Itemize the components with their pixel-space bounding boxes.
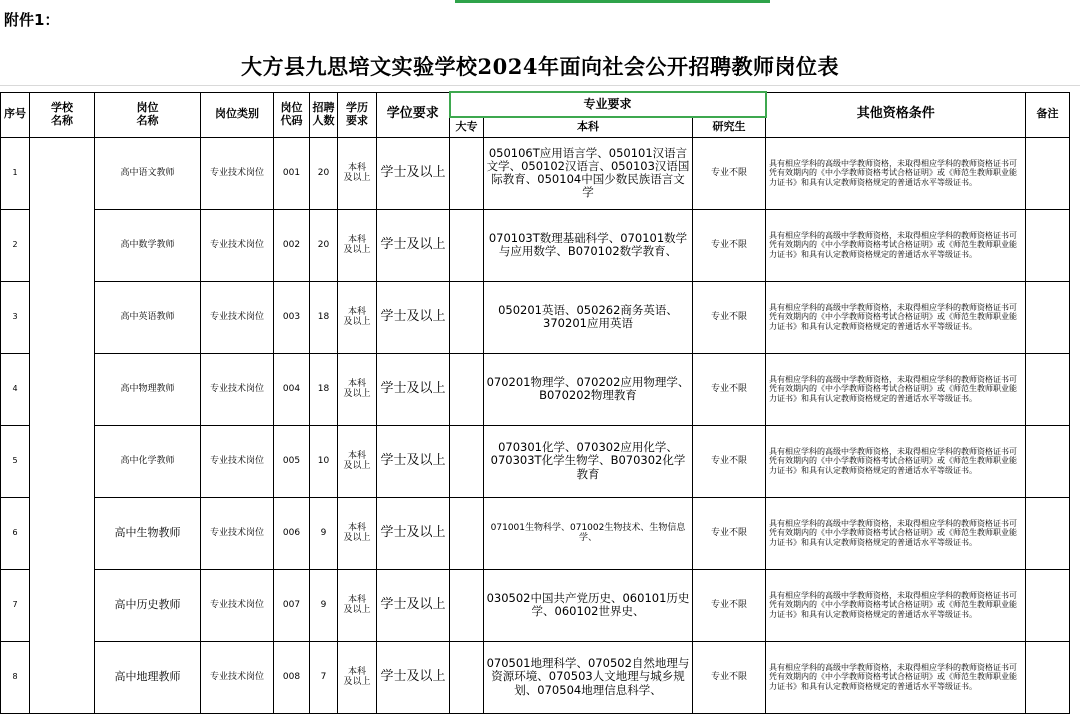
cell-other: 具有相应学科的高级中学教师资格，未取得相应学科的教师资格证书可凭有效期内的《中小学教师资格考试合格证明》或《师范生教师职业能力证书》和具有认定教师资格规定的普通话水平等级证书。 bbox=[766, 353, 1026, 425]
header-edu: 学历 要求 bbox=[338, 92, 377, 137]
cell-bachelor: 070103T数理基础科学、070101数学与应用数学、B070102数学教育、 bbox=[484, 209, 693, 281]
header-junior: 大专 bbox=[450, 117, 484, 137]
cell-degree: 学士及以上 bbox=[377, 497, 450, 569]
cell-grad: 专业不限 bbox=[693, 209, 766, 281]
table-row bbox=[1, 425, 1070, 497]
table-row bbox=[1, 137, 1070, 209]
header-post-code: 岗位 代码 bbox=[274, 92, 310, 137]
cell-note bbox=[1026, 137, 1070, 209]
cell-other: 具有相应学科的高级中学教师资格，未取得相应学科的教师资格证书可凭有效期内的《中小学教师资格考试合格证明》或《师范生教师职业能力证书》和具有认定教师资格规定的普通话水平等级证书。 bbox=[766, 569, 1026, 641]
cell-edu: 本科 及以上 bbox=[338, 209, 377, 281]
cell-other: 具有相应学科的高级中学教师资格，未取得相应学科的教师资格证书可凭有效期内的《中小学教师资格考试合格证明》或《师范生教师职业能力证书》和具有认定教师资格规定的普通话水平等级证书。 bbox=[766, 425, 1026, 497]
cell-bachelor: 070201物理学、070202应用物理学、B070202物理教育 bbox=[484, 353, 693, 425]
cell-note bbox=[1026, 209, 1070, 281]
header-degree: 学位要求 bbox=[377, 92, 450, 137]
cell-bachelor: 050201英语、050262商务英语、370201应用英语 bbox=[484, 281, 693, 353]
cell-edu: 本科 及以上 bbox=[338, 641, 377, 713]
cell-count: 7 bbox=[310, 641, 338, 713]
cell-degree: 学士及以上 bbox=[377, 641, 450, 713]
cell-count: 9 bbox=[310, 497, 338, 569]
cell-post: 高中历史教师 bbox=[95, 569, 201, 641]
cell-other: 具有相应学科的高级中学教师资格，未取得相应学科的教师资格证书可凭有效期内的《中小学教师资格考试合格证明》或《师范生教师职业能力证书》和具有认定教师资格规定的普通话水平等级证书。 bbox=[766, 137, 1026, 209]
page-title: 大方县九思培文实验学校2024年面向社会公开招聘教师岗位表 bbox=[241, 54, 839, 79]
cell-post: 高中生物教师 bbox=[95, 497, 201, 569]
cell-post: 高中物理教师 bbox=[95, 353, 201, 425]
table-row bbox=[1, 209, 1070, 281]
cell-other: 具有相应学科的高级中学教师资格，未取得相应学科的教师资格证书可凭有效期内的《中小学教师资格考试合格证明》或《师范生教师职业能力证书》和具有认定教师资格规定的普通话水平等级证书。 bbox=[766, 209, 1026, 281]
cell-code: 003 bbox=[274, 281, 310, 353]
cell-grad: 专业不限 bbox=[693, 641, 766, 713]
cell-grad: 专业不限 bbox=[693, 353, 766, 425]
table-row bbox=[1, 497, 1070, 569]
cell-note bbox=[1026, 281, 1070, 353]
cell-junior bbox=[450, 137, 484, 209]
cell-junior bbox=[450, 425, 484, 497]
cell-code: 008 bbox=[274, 641, 310, 713]
cell-seq: 8 bbox=[1, 641, 30, 713]
table-row bbox=[1, 641, 1070, 713]
cell-junior bbox=[450, 569, 484, 641]
cell-edu: 本科 及以上 bbox=[338, 425, 377, 497]
cell-seq: 7 bbox=[1, 569, 30, 641]
header-note: 备注 bbox=[1026, 92, 1070, 137]
cell-seq: 1 bbox=[1, 137, 30, 209]
cell-degree: 学士及以上 bbox=[377, 137, 450, 209]
cell-junior bbox=[450, 209, 484, 281]
cell-count: 9 bbox=[310, 569, 338, 641]
cell-post: 高中数学教师 bbox=[95, 209, 201, 281]
divider bbox=[0, 85, 1080, 86]
cell-post: 高中英语教师 bbox=[95, 281, 201, 353]
header-grad: 研究生 bbox=[693, 117, 766, 137]
cell-code: 005 bbox=[274, 425, 310, 497]
cell-edu: 本科 及以上 bbox=[338, 497, 377, 569]
cell-count: 10 bbox=[310, 425, 338, 497]
cell-edu: 本科 及以上 bbox=[338, 281, 377, 353]
cell-bachelor: 071001生物科学、071002生物技术、生物信息学、 bbox=[484, 497, 693, 569]
cell-degree: 学士及以上 bbox=[377, 425, 450, 497]
attachment-label: 附件1： bbox=[4, 11, 60, 29]
cell-edu: 本科 及以上 bbox=[338, 353, 377, 425]
cell-edu: 本科 及以上 bbox=[338, 569, 377, 641]
header-post-type: 岗位类别 bbox=[201, 92, 274, 137]
cell-note bbox=[1026, 425, 1070, 497]
cell-type: 专业技术岗位 bbox=[201, 425, 274, 497]
cell-type: 专业技术岗位 bbox=[201, 641, 274, 713]
cell-other: 具有相应学科的高级中学教师资格，未取得相应学科的教师资格证书可凭有效期内的《中小学教师资格考试合格证明》或《师范生教师职业能力证书》和具有认定教师资格规定的普通话水平等级证书。 bbox=[766, 281, 1026, 353]
cell-seq: 3 bbox=[1, 281, 30, 353]
cell-post: 高中化学教师 bbox=[95, 425, 201, 497]
cell-grad: 专业不限 bbox=[693, 497, 766, 569]
table-row bbox=[1, 353, 1070, 425]
cell-type: 专业技术岗位 bbox=[201, 281, 274, 353]
cell-post: 高中地理教师 bbox=[95, 641, 201, 713]
cell-junior bbox=[450, 353, 484, 425]
cell-type: 专业技术岗位 bbox=[201, 497, 274, 569]
cell-junior bbox=[450, 497, 484, 569]
header-bachelor: 本科 bbox=[484, 117, 693, 137]
cell-type: 专业技术岗位 bbox=[201, 569, 274, 641]
cell-degree: 学士及以上 bbox=[377, 569, 450, 641]
selection-indicator bbox=[455, 0, 770, 3]
cell-junior bbox=[450, 641, 484, 713]
cell-count: 20 bbox=[310, 137, 338, 209]
cell-school bbox=[30, 137, 95, 713]
cell-type: 专业技术岗位 bbox=[201, 353, 274, 425]
cell-junior bbox=[450, 281, 484, 353]
cell-count: 20 bbox=[310, 209, 338, 281]
cell-other: 具有相应学科的高级中学教师资格，未取得相应学科的教师资格证书可凭有效期内的《中小学教师资格考试合格证明》或《师范生教师职业能力证书》和具有认定教师资格规定的普通话水平等级证书。 bbox=[766, 641, 1026, 713]
cell-seq: 2 bbox=[1, 209, 30, 281]
cell-code: 001 bbox=[274, 137, 310, 209]
cell-type: 专业技术岗位 bbox=[201, 209, 274, 281]
cell-bachelor: 070301化学、070302应用化学、070303T化学生物学、B070302化学教育 bbox=[484, 425, 693, 497]
cell-code: 006 bbox=[274, 497, 310, 569]
cell-note bbox=[1026, 497, 1070, 569]
cell-note bbox=[1026, 353, 1070, 425]
cell-type: 专业技术岗位 bbox=[201, 137, 274, 209]
header-count: 招聘 人数 bbox=[310, 92, 338, 137]
cell-note bbox=[1026, 569, 1070, 641]
cell-count: 18 bbox=[310, 281, 338, 353]
cell-bachelor: 070501地理科学、070502自然地理与资源环境、070503人文地理与城乡规划、070504地理信息科学、 bbox=[484, 641, 693, 713]
cell-grad: 专业不限 bbox=[693, 425, 766, 497]
cell-seq: 6 bbox=[1, 497, 30, 569]
recruitment-table bbox=[0, 91, 1070, 714]
cell-bachelor: 050106T应用语言学、050101汉语言文学、050102汉语言、050103汉语国际教育、050104中国少数民族语言文学 bbox=[484, 137, 693, 209]
header-school: 学校 名称 bbox=[30, 92, 95, 137]
header-seq: 序号 bbox=[1, 92, 30, 137]
cell-note bbox=[1026, 641, 1070, 713]
cell-code: 007 bbox=[274, 569, 310, 641]
table-row bbox=[1, 569, 1070, 641]
cell-count: 18 bbox=[310, 353, 338, 425]
cell-bachelor: 030502中国共产党历史、060101历史学、060102世界史、 bbox=[484, 569, 693, 641]
cell-degree: 学士及以上 bbox=[377, 281, 450, 353]
cell-code: 004 bbox=[274, 353, 310, 425]
cell-edu: 本科 及以上 bbox=[338, 137, 377, 209]
cell-grad: 专业不限 bbox=[693, 281, 766, 353]
cell-degree: 学士及以上 bbox=[377, 209, 450, 281]
header-other: 其他资格条件 bbox=[766, 92, 1026, 137]
header-major[interactable]: 专业要求 bbox=[450, 92, 766, 117]
cell-grad: 专业不限 bbox=[693, 569, 766, 641]
table-row bbox=[1, 281, 1070, 353]
cell-grad: 专业不限 bbox=[693, 137, 766, 209]
cell-code: 002 bbox=[274, 209, 310, 281]
cell-degree: 学士及以上 bbox=[377, 353, 450, 425]
header-post-name: 岗位 名称 bbox=[95, 92, 201, 137]
cell-other: 具有相应学科的高级中学教师资格，未取得相应学科的教师资格证书可凭有效期内的《中小学教师资格考试合格证明》或《师范生教师职业能力证书》和具有认定教师资格规定的普通话水平等级证书。 bbox=[766, 497, 1026, 569]
cell-seq: 5 bbox=[1, 425, 30, 497]
cell-post: 高中语文教师 bbox=[95, 137, 201, 209]
cell-seq: 4 bbox=[1, 353, 30, 425]
